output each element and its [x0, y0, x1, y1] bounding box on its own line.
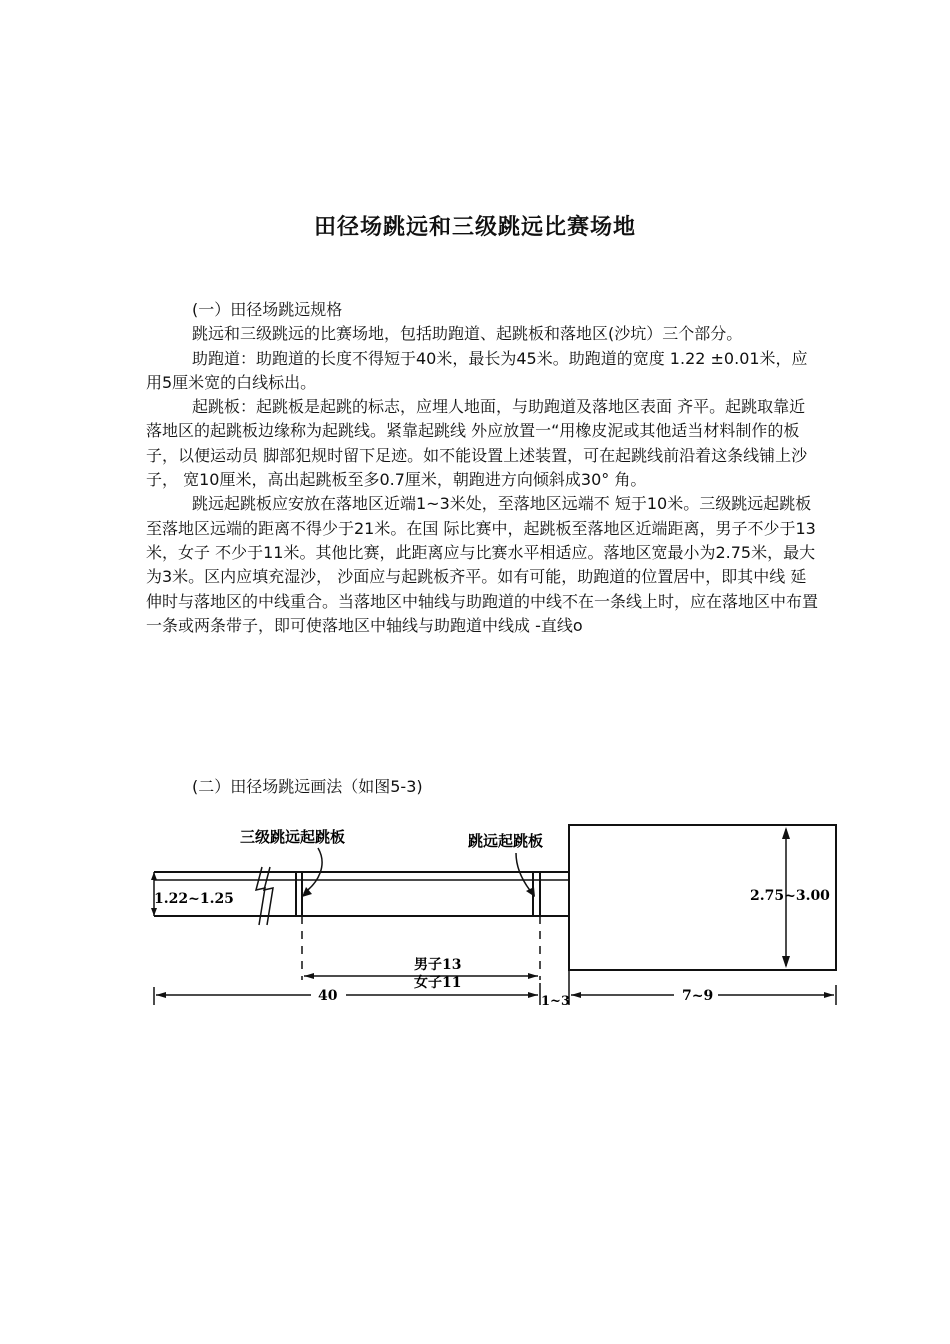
long-jump-board-label: 跳远起跳板	[468, 832, 544, 850]
triple-board-arrow	[304, 848, 322, 893]
diagram-svg	[146, 815, 846, 1015]
pit-length-label: 7~9	[682, 988, 714, 1004]
section2-heading: (二）田径场跳远画法（如图5-3)	[192, 777, 423, 796]
long-jump-diagram	[146, 815, 846, 1015]
long-board-arrowhead	[526, 887, 535, 897]
runway-width-label: 1.22~1.25	[154, 891, 234, 907]
board-to-pit-label: 1~3	[541, 994, 570, 1009]
runway-length-label: 40	[318, 988, 338, 1004]
pit-length-arrow-right	[824, 992, 834, 998]
paragraph-overview: 跳远和三级跳远的比赛场地，包括助跑道、起跳板和落地区(沙坑）三个部分。	[192, 324, 743, 344]
women-distance-label: 女子11	[414, 975, 462, 991]
paragraph-takeoff-board: 起跳板：起跳板是起跳的标志，应埋人地面，与助跑道及落地区表面 齐平。起跳取靠近落地区的起跳板边缘称为起跳线。紧靠起跳线 外应放置一“用橡皮泥或其他适当材料制作的板子，以便运动员 脚部犯规时留下足迹。如不能设置上述装置，可在起跳线前沿着这条线铺上沙子， 宽10厘米，高出起跳板至多0.7厘米，朝跑进方向倾斜成30° 角。	[146, 397, 808, 490]
men-women-arrow-left	[304, 973, 314, 979]
document-body	[146, 298, 818, 638]
runway-width-arrow-bottom	[151, 908, 157, 916]
runway-length-arrow-left	[156, 992, 166, 998]
runway-length-arrow-right	[528, 992, 538, 998]
page-title: 田径场跳远和三级跳远比赛场地	[313, 215, 636, 240]
pit-length-arrow-left	[571, 992, 581, 998]
pit-width-label: 2.75~3.00	[750, 888, 830, 904]
section1-heading: (一）田径场跳远规格	[192, 300, 343, 319]
pit-width-arrow-top	[782, 827, 790, 839]
paragraph-board-placement: 跳远起跳板应安放在落地区近端1~3米处，至落地区远端不 短于10米。三级跳远起跳板至落地区远端的距离不得少于21米。在国 际比赛中，起跳板至落地区近端距离，男子不少于13米，女子 不少于11米。其他比赛，此距离应与比赛水平相适应。落地区宽最小为2.75米，最大为3米。区内应填充湿沙， 沙面应与起跳板齐平。如有可能，助跑道的位置居中，即其中线 延伸时与落地区的中线重合。当落地区中轴线与助跑道的中线不在一条线上时，应在落地区中布置一条或两条带子，即可使落地区中轴线与助跑道中线成 -直线o	[146, 494, 819, 635]
pit-width-arrow-bottom	[782, 956, 790, 968]
men-distance-label: 男子13	[414, 957, 462, 973]
paragraph-runway: 助跑道：助跑道的长度不得短于40米，最长为45米。助跑道的宽度 1.22 ±0.01米，应用5厘米宽的白线标出。	[146, 348, 808, 392]
triple-jump-board-label: 三级跳远起跳板	[240, 828, 346, 846]
men-women-arrow-right	[528, 973, 538, 979]
runway-width-arrow-top	[151, 872, 157, 880]
